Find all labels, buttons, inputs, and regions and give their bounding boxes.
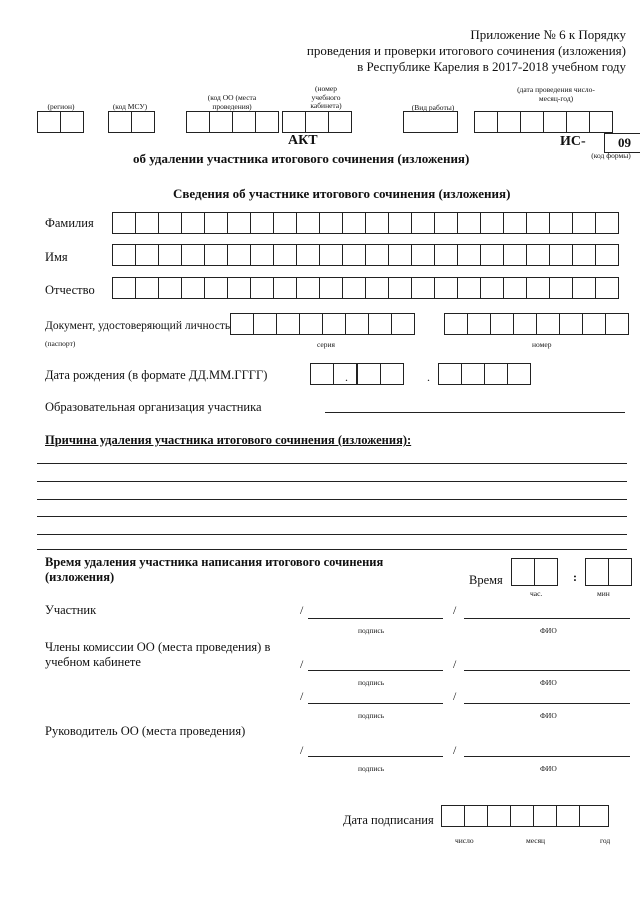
- letter-cell[interactable]: [204, 244, 228, 266]
- letter-cell[interactable]: [549, 244, 573, 266]
- org-label: Образовательная организация участника: [45, 400, 262, 414]
- header-line-3: в Республике Карелия в 2017-2018 учебном году: [357, 59, 626, 74]
- signature-caption: подпись: [358, 626, 385, 635]
- act-subtitle: об удалении участника итогового сочинения (изложения): [133, 151, 470, 166]
- signature-caption: подпись: [358, 678, 385, 687]
- number-cells[interactable]: [444, 313, 628, 335]
- letter-cell[interactable]: [112, 244, 136, 266]
- fio-slash: /: [453, 603, 457, 617]
- letter-cell[interactable]: [480, 244, 504, 266]
- date-caption: (дата проведения число-месяц-год): [517, 85, 595, 103]
- surname-cells[interactable]: [112, 212, 618, 234]
- letter-cell[interactable]: [503, 277, 527, 299]
- msu-cells[interactable]: [108, 111, 154, 133]
- sign-slash: /: [300, 657, 304, 671]
- fio-line[interactable]: [464, 618, 630, 619]
- letter-cell[interactable]: [572, 277, 596, 299]
- letter-cell[interactable]: [549, 277, 573, 299]
- letter-cell[interactable]: [181, 244, 205, 266]
- letter-cell[interactable]: [227, 277, 251, 299]
- reason-line[interactable]: [37, 463, 627, 464]
- name-label: Имя: [45, 250, 68, 264]
- signature-line[interactable]: [308, 618, 443, 619]
- minutes-caption: мин: [597, 589, 610, 598]
- letter-cell[interactable]: [135, 277, 159, 299]
- letter-cell[interactable]: [204, 212, 228, 234]
- letter-cell[interactable]: [434, 244, 458, 266]
- series-caption: серия: [317, 340, 335, 349]
- reason-line[interactable]: [37, 516, 627, 517]
- commission-label-1: Члены комиссии ОО (места проведения) в: [45, 640, 271, 654]
- series-cells[interactable]: [230, 313, 414, 335]
- day-caption: число: [455, 836, 474, 845]
- fio-slash: /: [453, 689, 457, 703]
- letter-cell[interactable]: [457, 277, 481, 299]
- letter-cell[interactable]: [135, 212, 159, 234]
- number-caption: номер: [532, 340, 552, 349]
- letter-cell[interactable]: [572, 212, 596, 234]
- signature-line[interactable]: [308, 703, 443, 704]
- letter-cell[interactable]: [526, 244, 550, 266]
- region-caption: (регион): [47, 102, 75, 111]
- letter-cell[interactable]: [342, 244, 366, 266]
- letter-cell[interactable]: [135, 244, 159, 266]
- reason-heading: Причина удаления участника итогового сочинения (изложения):: [45, 433, 412, 447]
- letter-cell[interactable]: [457, 244, 481, 266]
- date-cells[interactable]: [474, 111, 612, 133]
- fio-line[interactable]: [464, 670, 630, 671]
- form-code-caption: (код формы): [591, 151, 631, 160]
- act-title: АКТ: [288, 133, 318, 148]
- letter-cell[interactable]: [112, 277, 136, 299]
- room-cells[interactable]: [282, 111, 351, 133]
- year-caption: год: [600, 836, 611, 845]
- letter-cell[interactable]: [595, 212, 619, 234]
- sign-slash: /: [300, 603, 304, 617]
- letter-cell[interactable]: [388, 244, 412, 266]
- org-line[interactable]: [325, 412, 625, 413]
- fio-caption: ФИО: [540, 626, 557, 635]
- letter-cell[interactable]: [319, 277, 343, 299]
- letter-cell[interactable]: [181, 212, 205, 234]
- oo-cells[interactable]: [186, 111, 278, 133]
- hour-cells[interactable]: [511, 558, 557, 586]
- letter-cell[interactable]: [319, 212, 343, 234]
- letter-cell[interactable]: [158, 244, 182, 266]
- work-caption: (Вид работы): [411, 103, 455, 112]
- letter-cell[interactable]: [365, 212, 389, 234]
- letter-cell[interactable]: [250, 212, 274, 234]
- letter-cell[interactable]: [342, 212, 366, 234]
- letter-cell[interactable]: [158, 277, 182, 299]
- fio-line[interactable]: [464, 756, 630, 757]
- letter-cell[interactable]: [595, 277, 619, 299]
- letter-cell[interactable]: [204, 277, 228, 299]
- birth-dot-2: .: [427, 370, 430, 384]
- region-cells[interactable]: [37, 111, 83, 133]
- letter-cell[interactable]: [342, 277, 366, 299]
- signature-caption: подпись: [358, 764, 385, 773]
- letter-cell[interactable]: [296, 244, 320, 266]
- passport-caption: (паспорт): [45, 339, 76, 348]
- letter-cell[interactable]: [526, 277, 550, 299]
- document-label: Документ, удостоверяющий личность: [45, 320, 231, 332]
- name-cells[interactable]: [112, 244, 618, 266]
- sign-slash: /: [300, 689, 304, 703]
- removal-heading-1: Время удаления участника написания итогового сочинения: [45, 555, 384, 569]
- letter-cell[interactable]: [411, 277, 435, 299]
- letter-cell[interactable]: [434, 277, 458, 299]
- letter-cell[interactable]: [388, 277, 412, 299]
- letter-cell[interactable]: [365, 244, 389, 266]
- letter-cell[interactable]: [227, 212, 251, 234]
- letter-cell[interactable]: [319, 244, 343, 266]
- time-label: Время: [469, 573, 503, 587]
- letter-cell[interactable]: [549, 212, 573, 234]
- letter-cell[interactable]: [181, 277, 205, 299]
- letter-cell[interactable]: [480, 212, 504, 234]
- fio-line[interactable]: [464, 703, 630, 704]
- letter-cell[interactable]: [572, 244, 596, 266]
- msu-caption: (код МСУ): [112, 102, 148, 111]
- commission-label-2: учебном кабинете: [45, 655, 141, 669]
- participant-heading: Сведения об участнике итогового сочинения (изложения): [173, 186, 511, 201]
- sign-slash: /: [300, 743, 304, 757]
- birth-dot-1: .: [345, 370, 348, 384]
- letter-cell[interactable]: [480, 277, 504, 299]
- signature-caption: подпись: [358, 711, 385, 720]
- birth-year-cells[interactable]: [438, 363, 530, 385]
- letter-cell[interactable]: [273, 212, 297, 234]
- room-caption: (номер учебного кабинета): [310, 84, 342, 110]
- reason-line[interactable]: [37, 534, 627, 535]
- letter-cell[interactable]: [227, 244, 251, 266]
- birth-label: Дата рождения (в формате ДД.ММ.ГГГГ): [45, 368, 268, 382]
- letter-cell[interactable]: [503, 212, 527, 234]
- minute-cells[interactable]: [585, 558, 631, 586]
- letter-cell[interactable]: [434, 212, 458, 234]
- letter-cell[interactable]: [296, 212, 320, 234]
- header-line-1: Приложение № 6 к Порядку: [470, 27, 626, 42]
- letter-cell[interactable]: [411, 244, 435, 266]
- fio-slash: /: [453, 743, 457, 757]
- fio-slash: /: [453, 657, 457, 671]
- letter-cell[interactable]: [503, 244, 527, 266]
- fio-caption: ФИО: [540, 764, 557, 773]
- signature-line[interactable]: [308, 756, 443, 757]
- removal-heading-2: (изложения): [45, 570, 115, 584]
- hours-caption: час.: [530, 589, 543, 598]
- reason-line[interactable]: [37, 481, 627, 482]
- oo-caption: (код ОО (места проведения): [207, 93, 257, 111]
- reason-line[interactable]: [37, 499, 627, 500]
- letter-cell[interactable]: [595, 244, 619, 266]
- head-label: Руководитель ОО (места проведения): [45, 724, 246, 738]
- month-caption: месяц: [526, 836, 546, 845]
- letter-cell[interactable]: [411, 212, 435, 234]
- participant-signer-label: Участник: [45, 603, 97, 617]
- letter-cell[interactable]: [158, 212, 182, 234]
- work-cells[interactable]: [403, 111, 457, 133]
- letter-cell[interactable]: [273, 244, 297, 266]
- signing-date-cells[interactable]: [441, 805, 608, 827]
- reason-line[interactable]: [37, 549, 627, 550]
- patronymic-label: Отчество: [45, 283, 95, 297]
- fio-caption: ФИО: [540, 711, 557, 720]
- letter-cell[interactable]: [273, 277, 297, 299]
- time-colon: :: [573, 570, 577, 584]
- letter-cell[interactable]: [457, 212, 481, 234]
- birth-day-cells[interactable]: [310, 363, 356, 385]
- header-line-2: проведения и проверки итогового сочинения (изложения): [306, 43, 626, 58]
- letter-cell[interactable]: [250, 277, 274, 299]
- surname-label: Фамилия: [45, 216, 94, 230]
- signature-line[interactable]: [308, 670, 443, 671]
- signing-date-label: Дата подписания: [343, 813, 434, 827]
- letter-cell[interactable]: [365, 277, 389, 299]
- fio-caption: ФИО: [540, 678, 557, 687]
- birth-month-cells[interactable]: [357, 363, 403, 385]
- patronymic-cells[interactable]: [112, 277, 618, 299]
- letter-cell[interactable]: [250, 244, 274, 266]
- form-code-value: 09: [618, 135, 631, 150]
- letter-cell[interactable]: [296, 277, 320, 299]
- letter-cell[interactable]: [388, 212, 412, 234]
- letter-cell[interactable]: [112, 212, 136, 234]
- letter-cell[interactable]: [526, 212, 550, 234]
- form-prefix: ИС-: [560, 134, 586, 149]
